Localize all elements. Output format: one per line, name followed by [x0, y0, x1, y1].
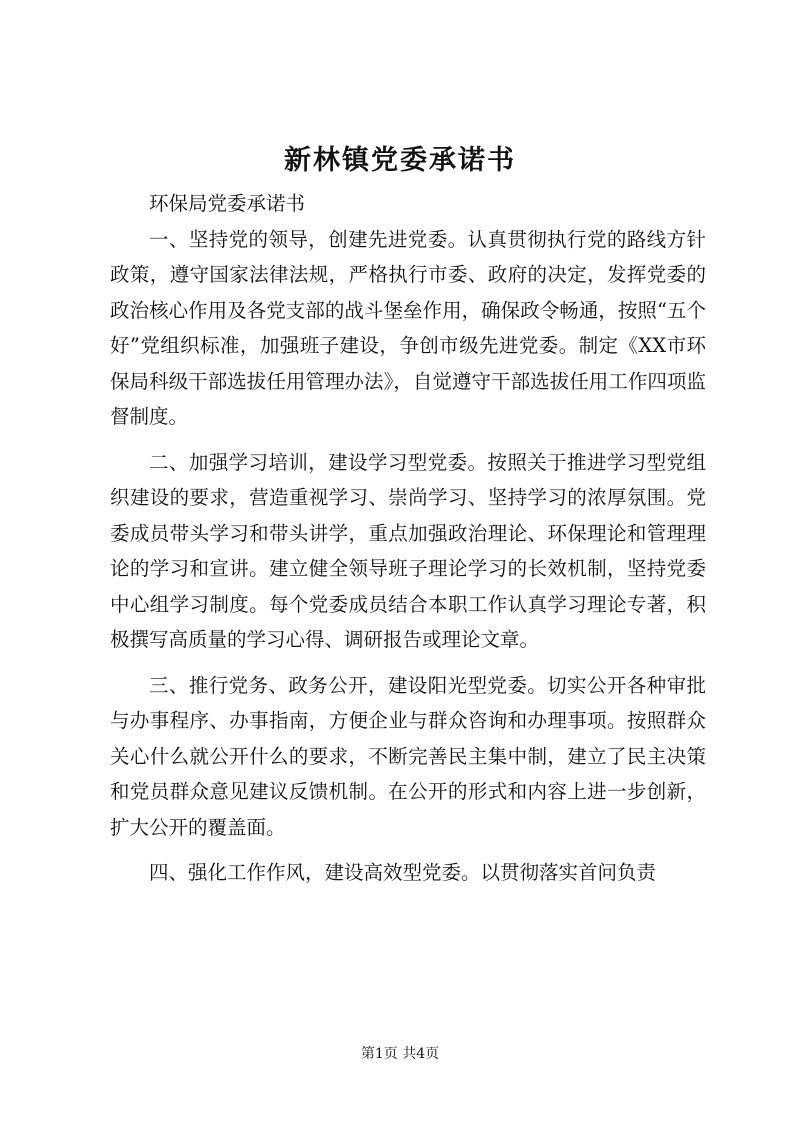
document-body — [110, 186, 706, 891]
paragraph-2: 二、加强学习培训，建设学习型党委。按照关于推进学习型党组织建设的要求，营造重视学习、崇尚学习、坚持学习的浓厚氛围。党委成员带头学习和带头讲学，重点加强政治理论、环保理论和管理理论的学习和宣讲。建立健全领导班子理论学习的长效机制，坚持党委中心组学习制度。每个党委成员结合本职工作认真学习理论专著，积极撰写高质量的学习心得、调研报告或理论文章。 — [110, 450, 706, 651]
paragraph-1: 一、坚持党的领导，创建先进党委。认真贯彻执行党的路线方针政策，遵守国家法律法规，严格执行市委、政府的决定，发挥党委的政治核心作用及各党支部的战斗堡垒作用，确保政令畅通，按照“五个好”党组织标准，加强班子建设，争创市级先进党委。制定《XX市环保局科级干部选拔任用管理办法》，自觉遵守干部选拔任用工作四项监督制度。 — [110, 227, 706, 428]
paragraph-gap — [110, 658, 706, 668]
paragraph-gap — [110, 435, 706, 445]
paragraph-3: 三、推行党务、政务公开，建设阳光型党委。切实公开各种审批与办事程序、办事指南，方便企业与群众咨询和办理事项。按照群众关心什么就公开什么的要求，不断完善民主集中制，建立了民主决策和党员群众意见建议反馈机制。在公开的形式和内容上进一步创新，扩大公开的覆盖面。 — [110, 673, 706, 839]
paragraph-gap — [110, 845, 706, 855]
subtitle-line: 环保局党委承诺书 — [149, 192, 306, 215]
document-title: 新林镇党委承诺书 — [284, 145, 516, 176]
paragraph-4: 四、强化工作作风，建设高效型党委。以贯彻落实首问负责 — [149, 861, 657, 884]
page-number: 第1页 共4页 — [360, 1046, 440, 1062]
